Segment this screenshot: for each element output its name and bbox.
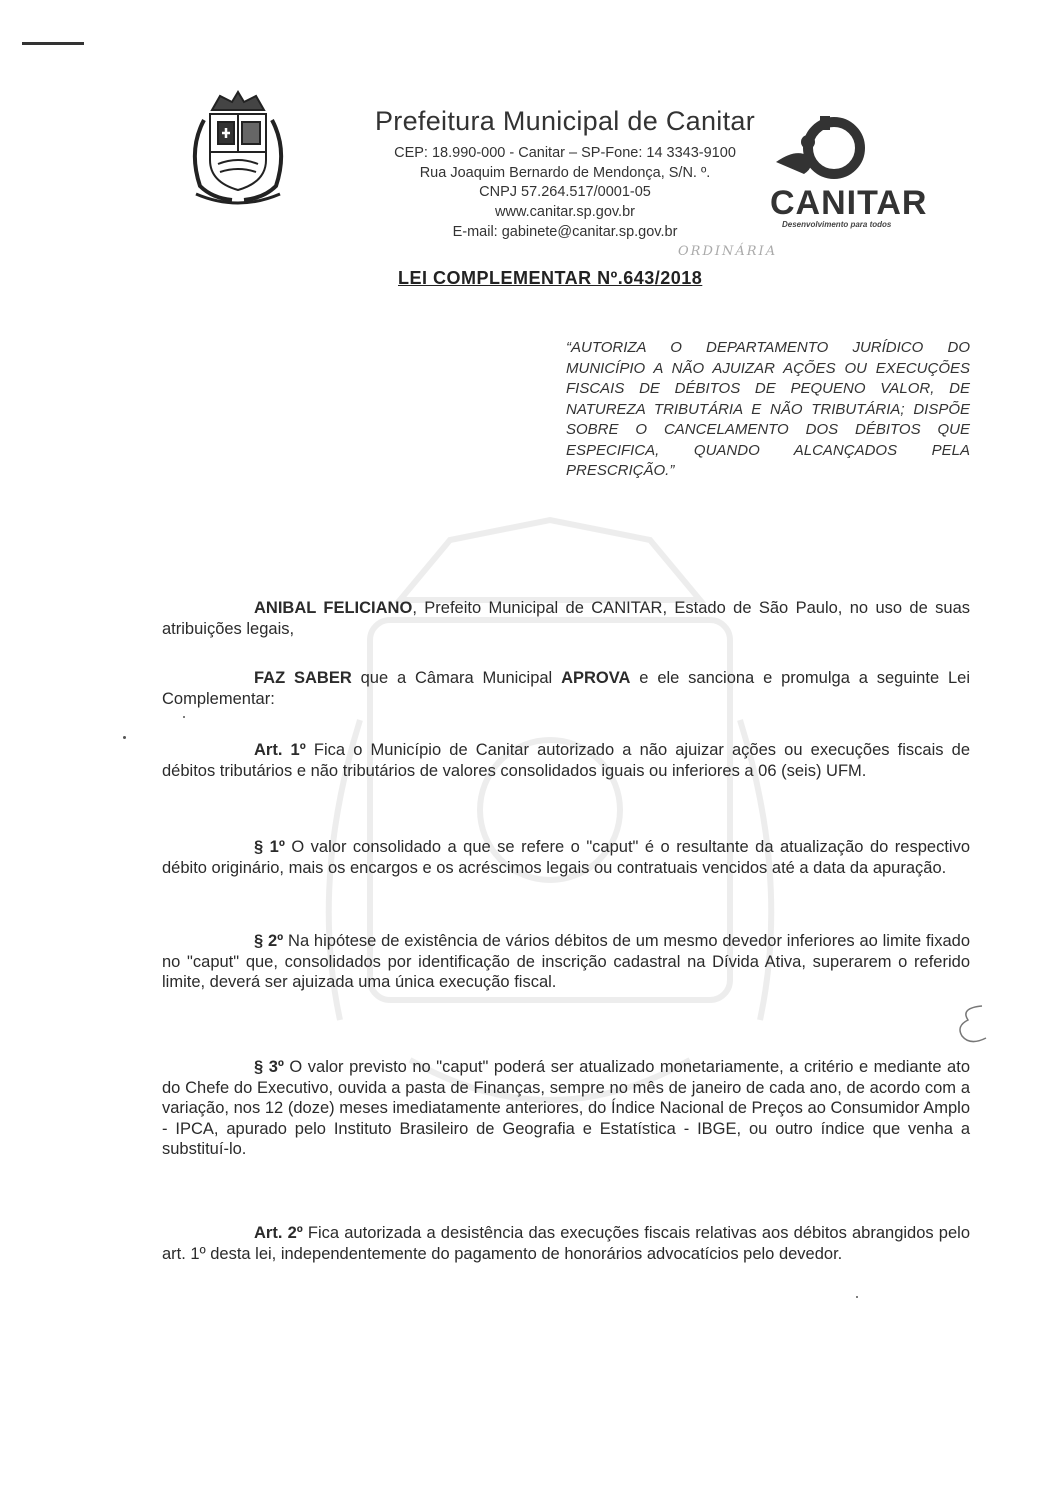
article-2-text: Fica autorizada a desistência das execuções fiscais relativas aos débitos abrangidos pelo art. 1º desta lei, independentemente do pagamento de honorários advocatícios pelo devedor. xyxy=(162,1224,970,1263)
faz-saber-text-b: e ele sanciona e promulga a seguinte Lei Complementar: xyxy=(162,669,970,708)
scan-speck xyxy=(183,716,185,718)
article-1-text: Fica o Município de Canitar autorizado a não ajuizar ações ou execuções fiscais de débitos tributários e não tributários de valores consolidados iguais ou inferiores a 06 (seis) UFM. xyxy=(162,741,971,780)
paragraph-2-text: Na hipótese de existência de vários débitos de um mesmo devedor inferiores ao limite fixado no "caput" que, consolidados por identificação de inscrição cadastral na Dívida Ativa, superarem o referido limite, deverá ser ajuizada uma única execução fiscal. xyxy=(162,932,970,991)
stamp-ordinaria: ORDINÁRIA xyxy=(678,244,778,259)
preamble-paragraph xyxy=(162,598,970,639)
margin-handwritten-mark xyxy=(952,1002,992,1046)
paragraph-1 xyxy=(162,837,970,878)
header-email: E-mail: gabinete@canitar.sp.gov.br xyxy=(452,224,678,240)
aprova-word: APROVA xyxy=(561,669,631,687)
faz-saber-text-a: que a Câmara Municipal xyxy=(351,669,562,687)
header-cnpj: CNPJ 57.264.517/0001-05 xyxy=(479,184,651,200)
logo-tagline: Desenvolvimento para todos xyxy=(782,220,892,229)
article-1 xyxy=(162,740,970,781)
paragraph-3-text: O valor previsto no "caput" poderá ser atualizado monetariamente, a critério e mediante ato do Chefe do Executivo, ouvida a pasta de Finanças, sempre no mês de janeiro de cada ano, de acordo com a variação, nos 12 (doze) meses imediatamente anteriores, do Índice Nacional de Preços ao Consumidor Amplo - IPCA, apurado pelo Instituto Brasileiro de Geografia e Estatística - IBGE, ou outro índice que venha a substituí-lo. xyxy=(162,1058,970,1158)
mayor-name: ANIBAL FELICIANO xyxy=(254,599,413,617)
paragraph-3-label: § 3º xyxy=(254,1058,284,1076)
header-title: Prefeitura Municipal de Canitar xyxy=(375,106,755,136)
preamble-text: , Prefeito Municipal de CANITAR, Estado de São Paulo, no uso de suas atribuições legais, xyxy=(162,599,970,638)
logo-wordmark: CANITAR xyxy=(770,184,928,222)
article-2-label: Art. 2º xyxy=(254,1224,303,1242)
header-address: Rua Joaquim Bernardo de Mendonça, S/N. º. xyxy=(419,165,711,181)
paragraph-2-label: § 2º xyxy=(254,932,284,950)
paragraph-3 xyxy=(162,1057,970,1160)
law-ementa: “AUTORIZA O DEPARTAMENTO JURÍDICO DO MUNICÍPIO A NÃO AJUIZAR AÇÕES OU EXECUÇÕES FISCAIS DE DÉBITOS DE PEQUENO VALOR, DE NATUREZA TRIBUTÁRIA E NÃO TRIBUTÁRIA; DISPÕE SOBRE O CANCELAMENTO DOS DÉBITOS QUE ESPECIFICA, QUANDO ALCANÇADOS PELA PRESCRIÇÃO.” xyxy=(566,339,970,479)
header-website: www.canitar.sp.gov.br xyxy=(495,204,635,220)
scan-speck xyxy=(856,1296,858,1298)
article-1-label: Art. 1º xyxy=(254,741,306,759)
faz-saber-lead: FAZ SABER xyxy=(254,669,352,687)
article-2 xyxy=(162,1223,970,1264)
paragraph-1-text: O valor consolidado a que se refere o "caput" é o resultante da atualização do respectivo débito originário, mais os encargos e os acréscimos legais ou contratuais vencidos até a data da apuração. xyxy=(162,838,971,877)
scan-speck xyxy=(123,736,126,739)
scan-mark xyxy=(22,42,84,45)
coat-of-arms-icon xyxy=(182,90,294,210)
header-cep-phone: CEP: 18.990-000 - Canitar – SP-Fone: 14 3343-9100 xyxy=(394,145,736,161)
paragraph-1-label: § 1º xyxy=(254,838,285,856)
law-title: LEI COMPLEMENTAR Nº.643/2018 xyxy=(398,268,703,288)
paragraph-2 xyxy=(162,931,970,993)
faz-saber-paragraph xyxy=(162,668,970,709)
